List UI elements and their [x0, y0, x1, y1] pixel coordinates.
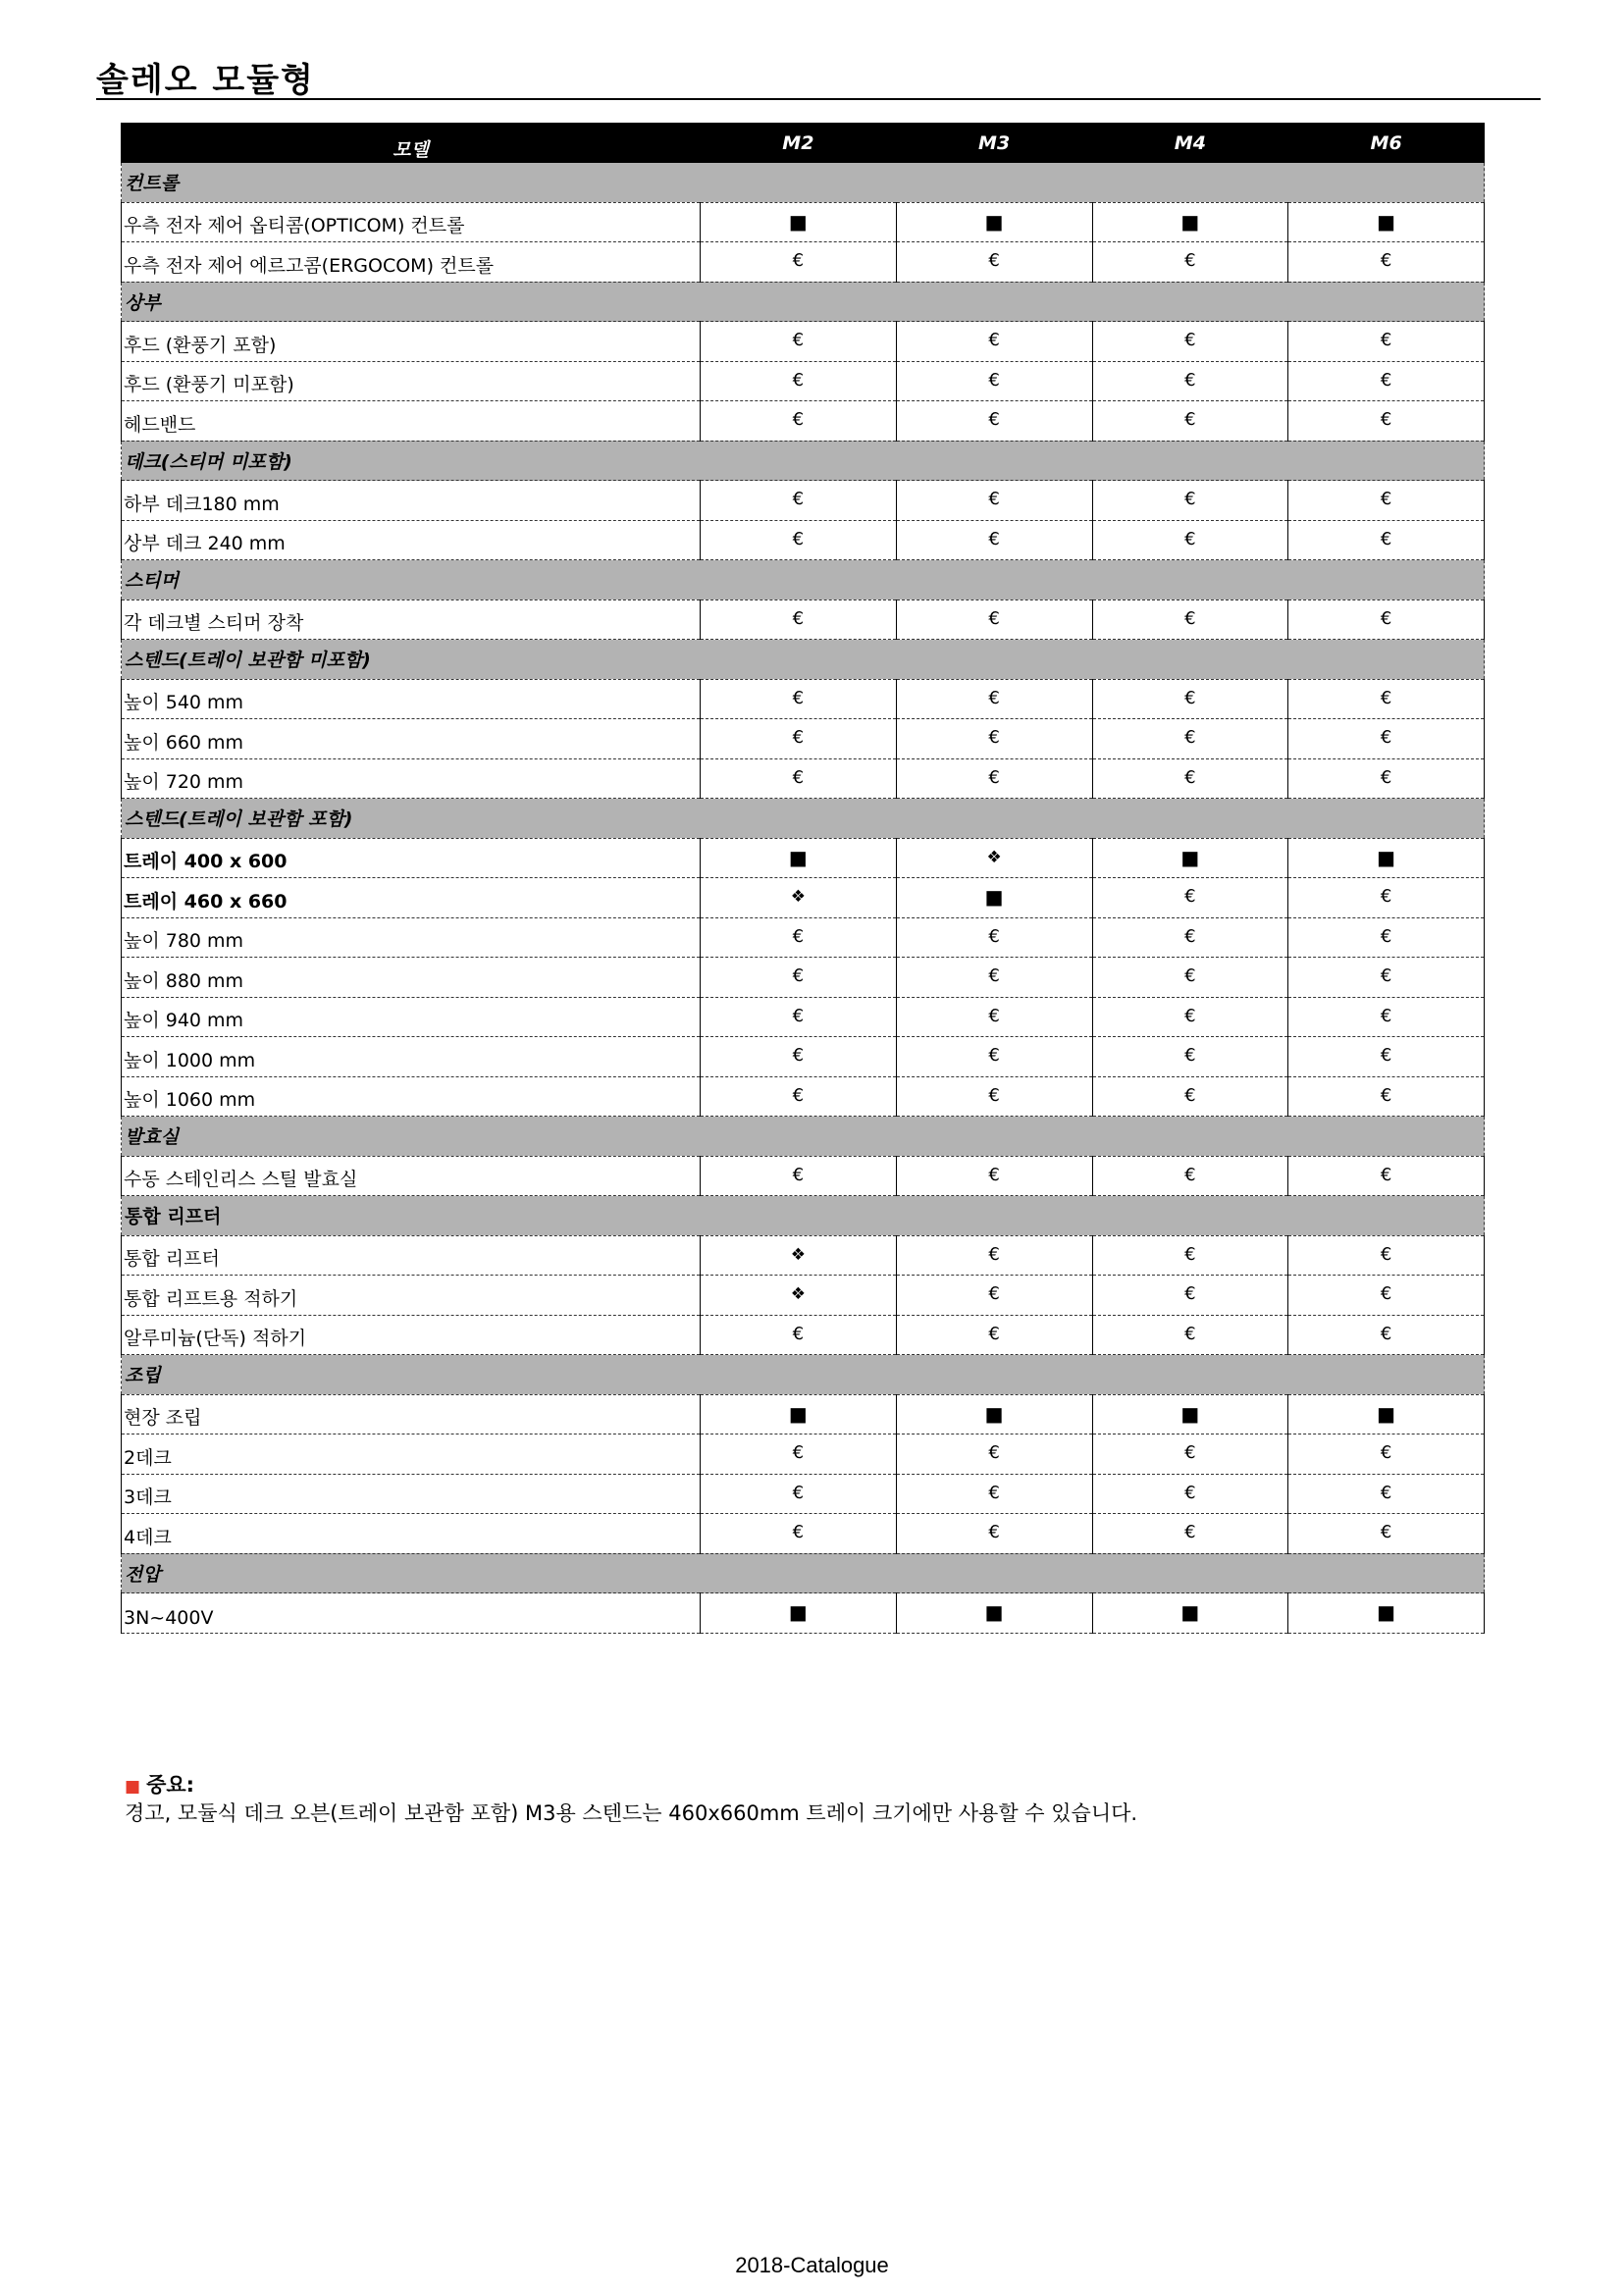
row-label: 후드 (환풍기 미포함) [122, 361, 701, 401]
optional-euro-mark: € [896, 322, 1092, 362]
optional-euro-mark: € [1288, 361, 1485, 401]
row-label: 2데크 [122, 1434, 701, 1475]
row-label: 상부 데크 240 mm [122, 520, 701, 560]
optional-euro-mark: € [1092, 520, 1288, 560]
table-row [122, 1514, 1485, 1554]
row-label: 높이 720 mm [122, 758, 701, 799]
optional-euro-mark: € [1092, 997, 1288, 1037]
category-label: 데크(스티머 미포함) [122, 441, 1485, 481]
category-label: 통합 리프터 [122, 1196, 1485, 1236]
table-row [122, 1315, 1485, 1355]
optional-euro-mark: € [896, 1514, 1092, 1554]
optional-euro-mark: € [1092, 958, 1288, 998]
optional-euro-mark: € [896, 1037, 1092, 1077]
table-row [122, 878, 1485, 918]
header-model-m3: M3 [896, 124, 1092, 163]
optional-euro-mark: € [1288, 322, 1485, 362]
not-available-mark-icon: ❖ [701, 878, 897, 918]
optional-euro-mark: € [1092, 679, 1288, 719]
row-label: 수동 스테인리스 스틸 발효실 [122, 1156, 701, 1196]
standard-mark-icon: ■ [701, 838, 897, 878]
optional-euro-mark: € [701, 520, 897, 560]
optional-euro-mark: € [1092, 242, 1288, 283]
optional-euro-mark: € [896, 1276, 1092, 1316]
optional-euro-mark: € [896, 719, 1092, 759]
optional-euro-mark: € [1288, 758, 1485, 799]
row-label: 우측 전자 제어 옵티콤(OPTICOM) 컨트롤 [122, 202, 701, 242]
row-label: 현장 조립 [122, 1394, 701, 1434]
optional-euro-mark: € [896, 242, 1092, 283]
optional-euro-mark: € [1288, 242, 1485, 283]
optional-euro-mark: € [701, 1156, 897, 1196]
row-label: 3데크 [122, 1474, 701, 1514]
optional-euro-mark: € [1092, 878, 1288, 918]
row-label: 높이 1000 mm [122, 1037, 701, 1077]
table-row [122, 838, 1485, 878]
optional-euro-mark: € [1288, 1514, 1485, 1554]
optional-euro-mark: € [1288, 520, 1485, 560]
row-label: 높이 660 mm [122, 719, 701, 759]
optional-euro-mark: € [896, 1474, 1092, 1514]
standard-mark-icon: ■ [701, 1394, 897, 1434]
optional-euro-mark: € [1288, 997, 1485, 1037]
optional-euro-mark: € [1092, 322, 1288, 362]
optional-euro-mark: € [896, 481, 1092, 521]
optional-euro-mark: € [1288, 719, 1485, 759]
table-row [122, 917, 1485, 958]
optional-euro-mark: € [1092, 401, 1288, 442]
optional-euro-mark: € [1092, 1315, 1288, 1355]
optional-euro-mark: € [1092, 758, 1288, 799]
standard-mark-icon: ■ [1092, 838, 1288, 878]
notice-text: 경고, 모듈식 데크 오븐(트레이 보관함 포함) M3용 스텐드는 460x660mm 트레이 크기에만 사용할 수 있습니다. [125, 1801, 1138, 1825]
standard-mark-icon: ■ [1092, 1593, 1288, 1634]
optional-euro-mark: € [896, 997, 1092, 1037]
optional-euro-mark: € [701, 1037, 897, 1077]
standard-mark-icon: ■ [896, 1394, 1092, 1434]
row-label: 통합 리프터 [122, 1235, 701, 1276]
category-row [122, 799, 1485, 839]
table-row [122, 1156, 1485, 1196]
row-label: 3N~400V [122, 1593, 701, 1634]
optional-euro-mark: € [701, 719, 897, 759]
not-available-mark-icon: ❖ [701, 1235, 897, 1276]
optional-euro-mark: € [1288, 1434, 1485, 1475]
row-label: 높이 880 mm [122, 958, 701, 998]
category-row [122, 560, 1485, 600]
optional-euro-mark: € [896, 1076, 1092, 1117]
optional-euro-mark: € [701, 600, 897, 640]
header-model-m2: M2 [701, 124, 897, 163]
optional-euro-mark: € [1288, 958, 1485, 998]
optional-euro-mark: € [701, 1514, 897, 1554]
optional-euro-mark: € [1288, 1076, 1485, 1117]
notice-bullet-icon: ■ [125, 1777, 141, 1797]
optional-euro-mark: € [701, 361, 897, 401]
optional-euro-mark: € [1288, 481, 1485, 521]
optional-euro-mark: € [1288, 1156, 1485, 1196]
optional-euro-mark: € [1092, 1037, 1288, 1077]
optional-euro-mark: € [1092, 719, 1288, 759]
category-row [122, 1355, 1485, 1395]
optional-euro-mark: € [1288, 1474, 1485, 1514]
optional-euro-mark: € [896, 679, 1092, 719]
table-row [122, 1434, 1485, 1475]
category-label: 상부 [122, 282, 1485, 322]
category-row [122, 163, 1485, 203]
spec-table [121, 123, 1485, 1634]
row-label: 통합 리프트용 적하기 [122, 1276, 701, 1316]
notice-heading: 중요: [146, 1773, 195, 1797]
table-row [122, 1235, 1485, 1276]
optional-euro-mark: € [701, 1434, 897, 1475]
title-underline [96, 98, 1541, 100]
optional-euro-mark: € [1092, 600, 1288, 640]
table-row [122, 322, 1485, 362]
optional-euro-mark: € [1288, 1276, 1485, 1316]
table-row [122, 1076, 1485, 1117]
optional-euro-mark: € [1288, 679, 1485, 719]
optional-euro-mark: € [1288, 1037, 1485, 1077]
row-label: 높이 940 mm [122, 997, 701, 1037]
table-row [122, 361, 1485, 401]
row-label: 높이 780 mm [122, 917, 701, 958]
table-row [122, 679, 1485, 719]
optional-euro-mark: € [896, 520, 1092, 560]
optional-euro-mark: € [1092, 1276, 1288, 1316]
header-model-m4: M4 [1092, 124, 1288, 163]
standard-mark-icon: ■ [1288, 1394, 1485, 1434]
optional-euro-mark: € [701, 322, 897, 362]
optional-euro-mark: € [1288, 878, 1485, 918]
optional-euro-mark: € [1092, 1514, 1288, 1554]
page-title: 솔레오 모듈형 [96, 61, 315, 100]
optional-euro-mark: € [1288, 1315, 1485, 1355]
table-row [122, 1276, 1485, 1316]
row-label: 각 데크별 스티머 장착 [122, 600, 701, 640]
standard-mark-icon: ■ [896, 1593, 1092, 1634]
optional-euro-mark: € [896, 1434, 1092, 1475]
row-label: 헤드밴드 [122, 401, 701, 442]
optional-euro-mark: € [701, 1315, 897, 1355]
optional-euro-mark: € [1288, 600, 1485, 640]
table-row [122, 719, 1485, 759]
standard-mark-icon: ■ [896, 878, 1092, 918]
table-row [122, 1593, 1485, 1634]
optional-euro-mark: € [1092, 1156, 1288, 1196]
row-label: 알루미늄(단독) 적하기 [122, 1315, 701, 1355]
category-row [122, 1117, 1485, 1157]
table-row [122, 958, 1485, 998]
category-label: 스텐드(트레이 보관함 미포함) [122, 640, 1485, 680]
table-row [122, 520, 1485, 560]
row-label: 높이 540 mm [122, 679, 701, 719]
standard-mark-icon: ■ [701, 202, 897, 242]
optional-euro-mark: € [1288, 401, 1485, 442]
standard-mark-icon: ■ [1288, 202, 1485, 242]
optional-euro-mark: € [896, 361, 1092, 401]
page-footer: 2018-Catalogue [735, 2253, 889, 2277]
category-row [122, 1553, 1485, 1593]
category-row [122, 282, 1485, 322]
table-row [122, 202, 1485, 242]
row-label: 하부 데크180 mm [122, 481, 701, 521]
optional-euro-mark: € [1092, 1076, 1288, 1117]
not-available-mark-icon: ❖ [701, 1276, 897, 1316]
optional-euro-mark: € [701, 958, 897, 998]
optional-euro-mark: € [896, 758, 1092, 799]
category-label: 발효실 [122, 1117, 1485, 1157]
category-row [122, 640, 1485, 680]
category-label: 스텐드(트레이 보관함 포함) [122, 799, 1485, 839]
category-label: 조립 [122, 1355, 1485, 1395]
optional-euro-mark: € [896, 1235, 1092, 1276]
notice-box [125, 1772, 1137, 1827]
table-body [122, 163, 1485, 1634]
header-model-label: 모델 [122, 124, 701, 163]
optional-euro-mark: € [701, 481, 897, 521]
table-row [122, 481, 1485, 521]
row-label: 트레이 460 x 660 [122, 878, 701, 918]
optional-euro-mark: € [896, 958, 1092, 998]
standard-mark-icon: ■ [896, 202, 1092, 242]
header-model-m6: M6 [1288, 124, 1485, 163]
table-row [122, 401, 1485, 442]
standard-mark-icon: ■ [1092, 1394, 1288, 1434]
optional-euro-mark: € [1092, 1434, 1288, 1475]
optional-euro-mark: € [701, 1076, 897, 1117]
table-header-row [122, 124, 1485, 163]
table-row [122, 1037, 1485, 1077]
category-label: 컨트롤 [122, 163, 1485, 203]
table-row [122, 758, 1485, 799]
optional-euro-mark: € [1092, 1474, 1288, 1514]
row-label: 후드 (환풍기 포함) [122, 322, 701, 362]
category-row [122, 441, 1485, 481]
optional-euro-mark: € [1288, 1235, 1485, 1276]
row-label: 높이 1060 mm [122, 1076, 701, 1117]
row-label: 4데크 [122, 1514, 701, 1554]
category-label: 스티머 [122, 560, 1485, 600]
optional-euro-mark: € [701, 1474, 897, 1514]
table-row [122, 997, 1485, 1037]
optional-euro-mark: € [896, 600, 1092, 640]
optional-euro-mark: € [1092, 917, 1288, 958]
optional-euro-mark: € [896, 917, 1092, 958]
not-available-mark-icon: ❖ [896, 838, 1092, 878]
optional-euro-mark: € [701, 242, 897, 283]
optional-euro-mark: € [701, 401, 897, 442]
optional-euro-mark: € [701, 758, 897, 799]
table-row [122, 600, 1485, 640]
category-label: 전압 [122, 1553, 1485, 1593]
optional-euro-mark: € [896, 401, 1092, 442]
standard-mark-icon: ■ [1092, 202, 1288, 242]
row-label: 트레이 400 x 600 [122, 838, 701, 878]
optional-euro-mark: € [1288, 917, 1485, 958]
standard-mark-icon: ■ [1288, 838, 1485, 878]
table-row [122, 1474, 1485, 1514]
table-row [122, 1394, 1485, 1434]
optional-euro-mark: € [701, 679, 897, 719]
optional-euro-mark: € [1092, 361, 1288, 401]
optional-euro-mark: € [1092, 481, 1288, 521]
optional-euro-mark: € [896, 1156, 1092, 1196]
standard-mark-icon: ■ [701, 1593, 897, 1634]
optional-euro-mark: € [896, 1315, 1092, 1355]
category-row [122, 1196, 1485, 1236]
optional-euro-mark: € [1092, 1235, 1288, 1276]
optional-euro-mark: € [701, 917, 897, 958]
row-label: 우측 전자 제어 에르고콤(ERGOCOM) 컨트롤 [122, 242, 701, 283]
optional-euro-mark: € [701, 997, 897, 1037]
table-row [122, 242, 1485, 283]
standard-mark-icon: ■ [1288, 1593, 1485, 1634]
